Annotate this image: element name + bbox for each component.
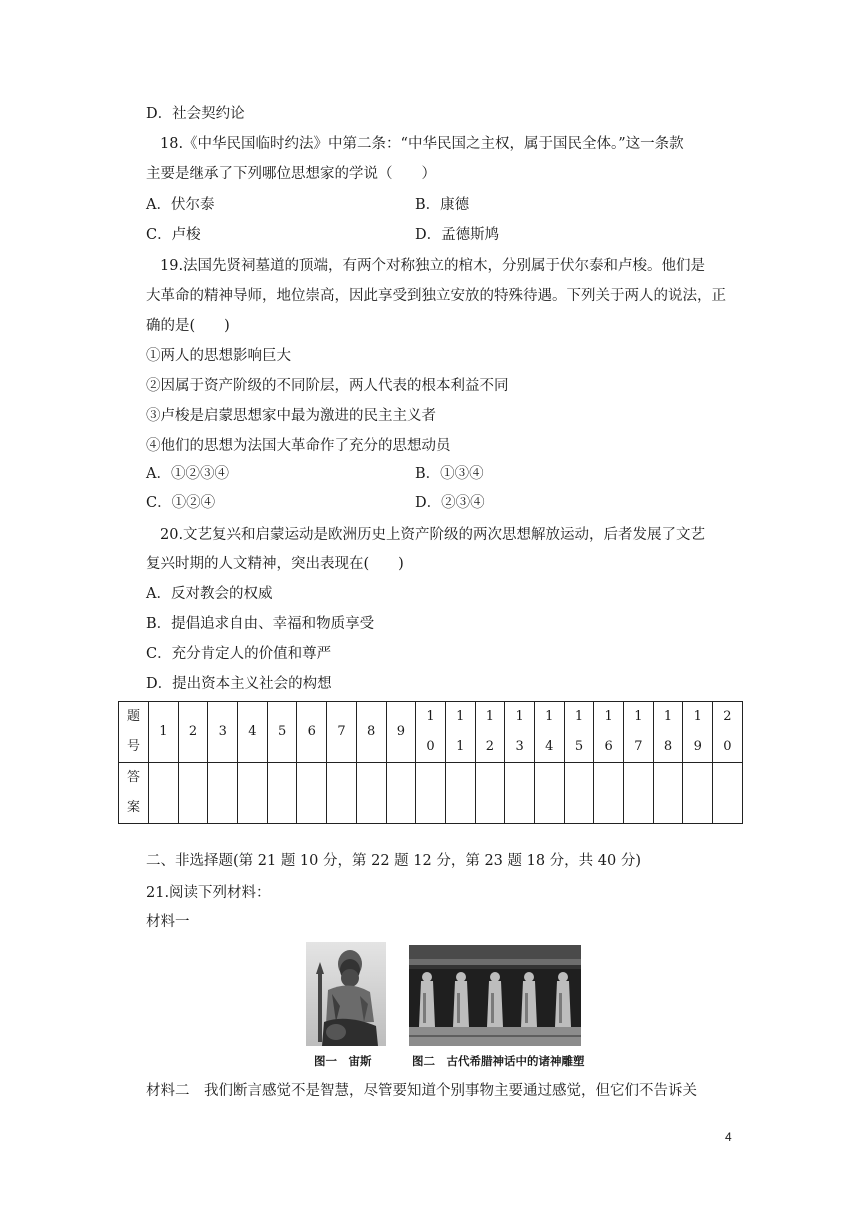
question-number-cell: 1 7	[624, 702, 654, 763]
q18-option-b: B．康德	[415, 197, 470, 213]
question-number-cell: 3	[208, 702, 238, 763]
question-number-cell: 1 9	[683, 702, 713, 763]
figure-one-caption: 图一 宙斯	[314, 1054, 372, 1068]
section-two-heading: 二、非选择题(第 21 题 10 分，第 22 题 12 分，第 23 题 18 分，共 40 分)	[146, 853, 641, 869]
question-number-cell: 1 0	[416, 702, 446, 763]
q18-option-a: A．伏尔泰	[146, 197, 215, 213]
answer-cell[interactable]	[594, 763, 624, 824]
zeus-statue-image	[306, 942, 386, 1046]
q20-option-c: C．充分肯定人的价值和尊严	[146, 646, 332, 662]
greek-gods-sculptures-image	[409, 945, 581, 1046]
q20-stem-cont: 复兴时期的人文精神，突出表现在( )	[146, 556, 404, 572]
q18-option-c: C．卢梭	[146, 227, 201, 243]
answer-cell[interactable]	[534, 763, 564, 824]
question-number-cell: 2 0	[713, 702, 743, 763]
q19-option-d: D．②③④	[415, 495, 485, 511]
question-number-cell: 1 8	[653, 702, 683, 763]
q19-stem-cont-2: 确的是( )	[146, 318, 230, 334]
answer-cell[interactable]	[356, 763, 386, 824]
answer-table	[118, 701, 743, 824]
answer-cell[interactable]	[713, 763, 743, 824]
answer-label-cell: 答 案	[119, 763, 149, 824]
answer-cell[interactable]	[564, 763, 594, 824]
answer-cell[interactable]	[624, 763, 654, 824]
q20-option-b: B．提倡追求自由、幸福和物质享受	[146, 616, 375, 632]
header-label-cell: 题 号	[119, 702, 149, 763]
material-one-label: 材料一	[146, 914, 190, 930]
q18-option-d: D．孟德斯鸠	[415, 227, 500, 243]
answer-cell[interactable]	[653, 763, 683, 824]
question-number-cell: 1 5	[564, 702, 594, 763]
question-number-cell: 8	[356, 702, 386, 763]
question-number-cell: 6	[297, 702, 327, 763]
q19-option-c: C．①②④	[146, 495, 216, 511]
q20-option-d: D．提出资本主义社会的构想	[146, 676, 332, 692]
question-number-cell: 1 6	[594, 702, 624, 763]
question-number-cell: 5	[267, 702, 297, 763]
answer-cell[interactable]	[208, 763, 238, 824]
answer-cell[interactable]	[445, 763, 475, 824]
q19-stem-cont: 大革命的精神导师，地位崇高，因此享受到独立安放的特殊待遇。下列关于两人的说法，正	[146, 288, 726, 304]
question-number-cell: 1 3	[505, 702, 535, 763]
answer-cell[interactable]	[297, 763, 327, 824]
answer-cell[interactable]	[416, 763, 446, 824]
q18-stem: 18.《中华民国临时约法》中第二条：“中华民国之主权，属于国民全体。”这一条款	[160, 136, 684, 152]
answer-cell[interactable]	[327, 763, 357, 824]
q20-option-a: A．反对教会的权威	[146, 586, 273, 602]
q19-statement-1: ①两人的思想影响巨大	[146, 348, 291, 364]
q21-stem: 21.阅读下列材料：	[146, 885, 271, 901]
q19-option-b: B．①③④	[415, 466, 484, 482]
answer-cell[interactable]	[475, 763, 505, 824]
q19-statement-4: ④他们的思想为法国大革命作了充分的思想动员	[146, 438, 451, 454]
q19-statement-3: ③卢梭是启蒙思想家中最为激进的民主主义者	[146, 408, 436, 424]
answer-cell[interactable]	[149, 763, 179, 824]
question-number-cell: 1	[149, 702, 179, 763]
question-number-cell: 7	[327, 702, 357, 763]
answer-cell[interactable]	[683, 763, 713, 824]
question-number-cell: 2	[178, 702, 208, 763]
q19-stem: 19.法国先贤祠墓道的顶端，有两个对称独立的棺木，分别属于伏尔泰和卢梭。他们是	[160, 258, 706, 274]
answer-cell[interactable]	[267, 763, 297, 824]
answer-table-header-row	[119, 702, 743, 763]
q17-option-d: D．社会契约论	[146, 106, 245, 122]
page-number: 4	[725, 1130, 732, 1144]
answer-cell[interactable]	[238, 763, 268, 824]
figure-two-caption: 图二 古代希腊神话中的诸神雕塑	[412, 1054, 585, 1068]
question-number-cell: 4	[238, 702, 268, 763]
q20-stem: 20.文艺复兴和启蒙运动是欧洲历史上资产阶级的两次思想解放运动，后者发展了文艺	[160, 527, 706, 543]
q19-statement-2: ②因属于资产阶级的不同阶层，两人代表的根本利益不同	[146, 378, 509, 394]
question-number-cell: 1 2	[475, 702, 505, 763]
answer-cell[interactable]	[505, 763, 535, 824]
question-number-cell: 9	[386, 702, 416, 763]
q18-stem-cont: 主要是继承了下列哪位思想家的学说（ ）	[146, 166, 436, 182]
answer-table-answer-row	[119, 763, 743, 824]
answer-cell[interactable]	[386, 763, 416, 824]
question-number-cell: 1 1	[445, 702, 475, 763]
answer-cell[interactable]	[178, 763, 208, 824]
question-number-cell: 1 4	[534, 702, 564, 763]
material-two-text: 材料二 我们断言感觉不是智慧，尽管要知道个别事物主要通过感觉，但它们不告诉关	[146, 1083, 697, 1099]
q19-option-a: A．①②③④	[146, 466, 229, 482]
